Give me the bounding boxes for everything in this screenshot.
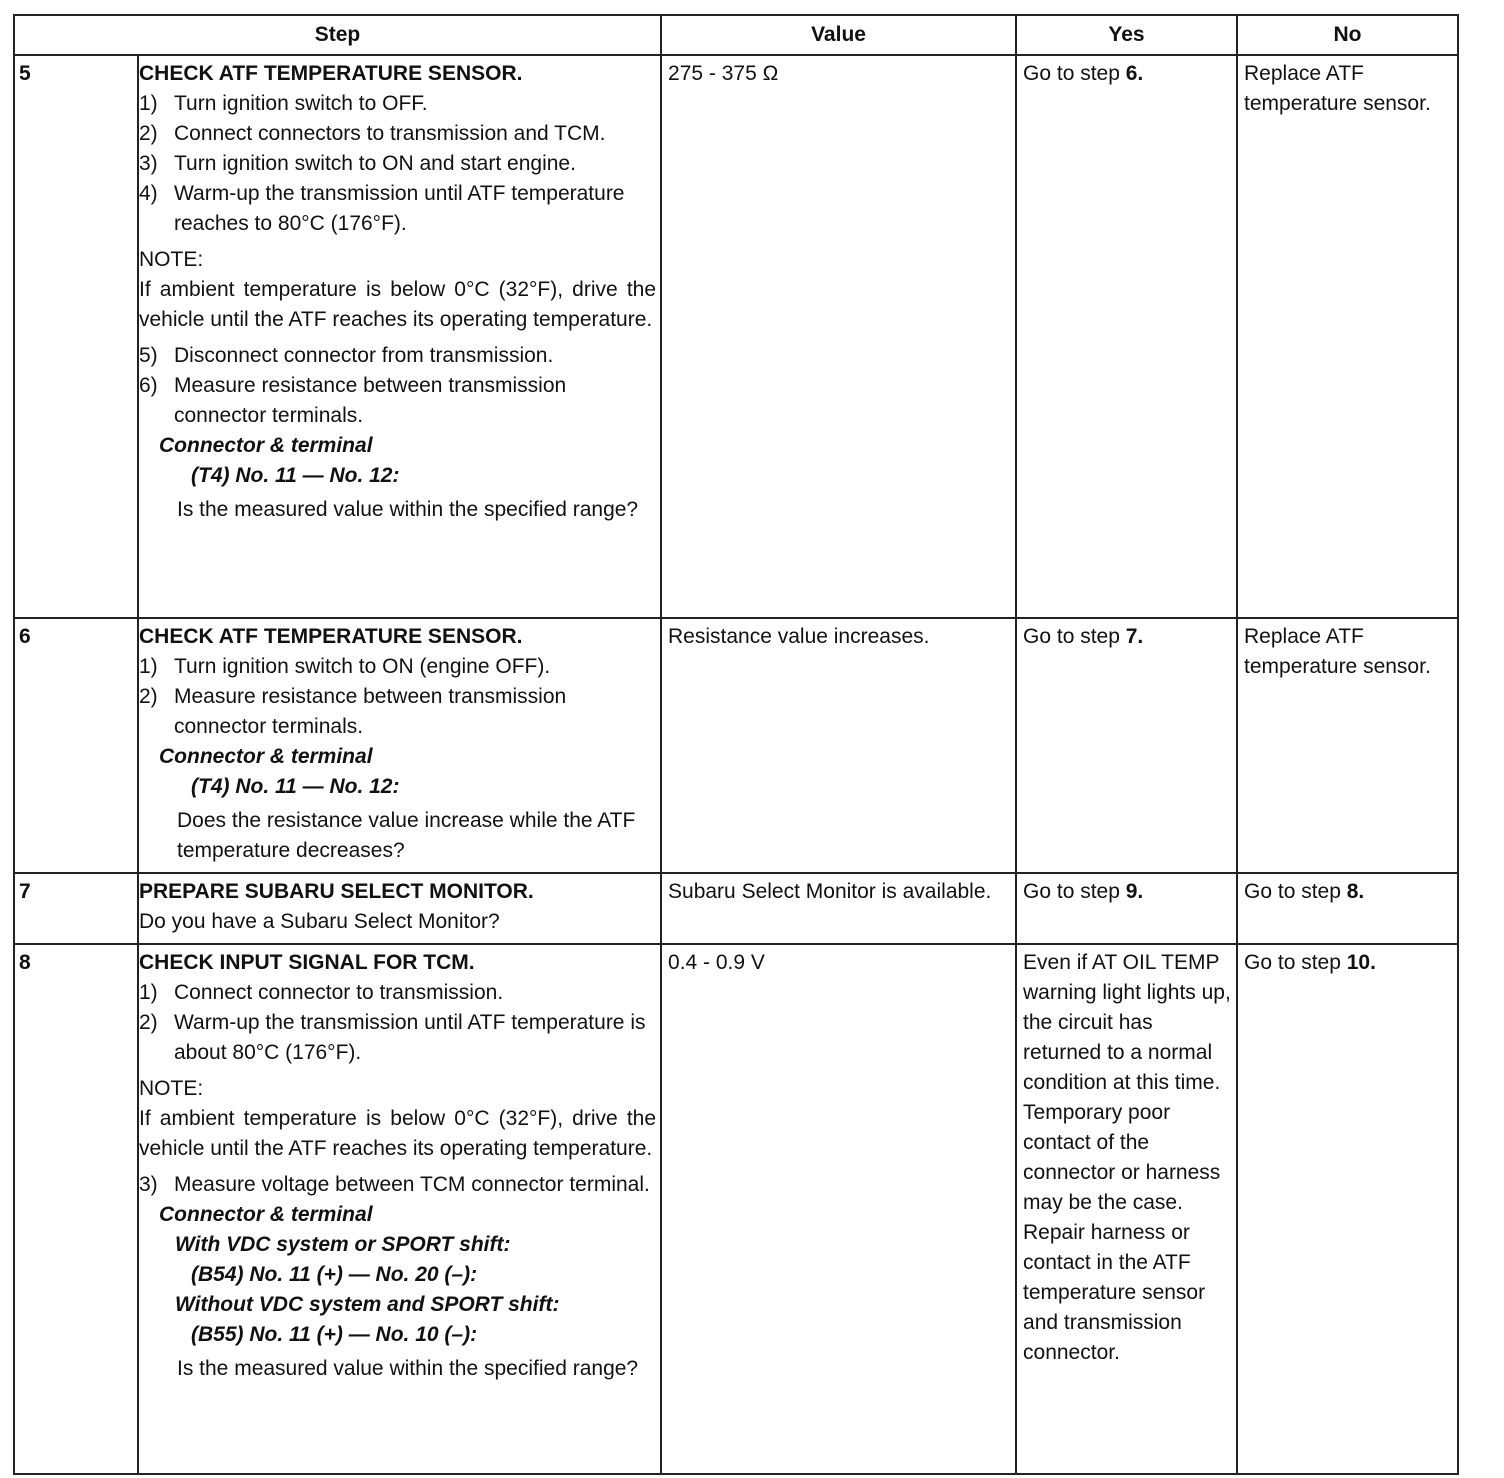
list-item: 3) Turn ignition switch to ON and start engine. — [139, 152, 576, 175]
step-content — [138, 618, 661, 873]
procedure-list — [139, 652, 656, 742]
value-cell: Subaru Select Monitor is available. — [661, 873, 1016, 944]
header-no: No — [1237, 15, 1458, 55]
list-item: 1) Turn ignition switch to ON (engine OFF). — [139, 655, 551, 678]
list-item: 5) Disconnect connector from transmission. — [139, 344, 554, 367]
step-content — [138, 873, 661, 944]
check-question: Is the measured value within the specified range? — [177, 498, 639, 521]
list-item: 2) Measure resistance between transmission connector terminals. — [139, 685, 567, 738]
list-item: 2) Connect connectors to transmission and TCM. — [139, 122, 606, 145]
check-question: Is the measured value within the specified range? — [177, 1357, 639, 1380]
header-step: Step — [14, 15, 661, 55]
table-row — [14, 618, 1458, 873]
yes-cell: Go to step 6. — [1016, 55, 1237, 618]
step-number: 8 — [14, 944, 138, 1474]
header-yes: Yes — [1016, 15, 1237, 55]
connector-terminal: (B54) No. 11 (+) — No. 20 (–): — [191, 1263, 478, 1286]
troubleshooting-table — [13, 14, 1459, 1475]
procedure-list — [139, 978, 656, 1068]
note-text: If ambient temperature is below 0°C (32°F), drive the vehicle until the ATF reaches its operating temperature. — [139, 1107, 657, 1160]
note — [139, 245, 656, 335]
note-label: NOTE: — [139, 1077, 204, 1100]
connector-heading: Connector & terminal — [159, 745, 373, 768]
connector-heading: Connector & terminal — [159, 434, 373, 457]
step-title: PREPARE SUBARU SELECT MONITOR. — [139, 880, 534, 903]
connector-heading: Connector & terminal — [159, 1203, 373, 1226]
no-step-ref: 8. — [1346, 880, 1365, 903]
connector-condition: With VDC system or SPORT shift: — [175, 1233, 511, 1256]
no-step-ref: 10. — [1346, 951, 1376, 974]
list-item: 1) Connect connector to transmission. — [139, 981, 504, 1004]
note-label: NOTE: — [139, 248, 204, 271]
yes-cell: Even if AT OIL TEMP warning light lights up, the circuit has returned to a normal condition at this time. Temporary poor contact of the connector or harness may be the case. Repair harness or contact in the ATF temperature sensor and transmission connector. — [1016, 944, 1237, 1474]
yes-step-ref: 7. — [1125, 625, 1144, 648]
step-number: 7 — [14, 873, 138, 944]
list-item: 4) Warm-up the transmission until ATF temperature reaches to 80°C (176°F). — [139, 182, 625, 235]
header-value: Value — [661, 15, 1016, 55]
no-cell: Replace ATF temperature sensor. — [1237, 618, 1458, 873]
step-number: 5 — [14, 55, 138, 618]
step-text: Do you have a Subaru Select Monitor? — [139, 910, 500, 933]
list-item: 2) Warm-up the transmission until ATF temperature is about 80°C (176°F). — [139, 1011, 646, 1064]
procedure-list — [139, 1170, 656, 1200]
list-item: 6) Measure resistance between transmission connector terminals. — [139, 374, 567, 427]
procedure-list — [139, 89, 656, 239]
yes-cell: Go to step 9. — [1016, 873, 1237, 944]
table-row — [14, 944, 1458, 1474]
step-title: CHECK ATF TEMPERATURE SENSOR. — [139, 62, 523, 85]
step-content — [138, 55, 661, 618]
note — [139, 1074, 656, 1164]
check-question: Does the resistance value increase while the ATF temperature decreases? — [177, 809, 636, 862]
step-title: CHECK ATF TEMPERATURE SENSOR. — [139, 625, 523, 648]
table-row — [14, 55, 1458, 618]
no-cell: Go to step 8. — [1237, 873, 1458, 944]
connector-terminal: (T4) No. 11 — No. 12: — [191, 775, 400, 798]
connector-terminal: (B55) No. 11 (+) — No. 10 (–): — [191, 1323, 478, 1346]
yes-step-ref: 6. — [1125, 62, 1144, 85]
no-cell: Go to step 10. — [1237, 944, 1458, 1474]
list-item: 3) Measure voltage between TCM connector terminal. — [139, 1173, 650, 1196]
connector-terminal: (T4) No. 11 — No. 12: — [191, 464, 400, 487]
list-item: 1) Turn ignition switch to OFF. — [139, 92, 428, 115]
yes-cell: Go to step 7. — [1016, 618, 1237, 873]
connector-condition: Without VDC system and SPORT shift: — [175, 1293, 560, 1316]
procedure-list — [139, 341, 656, 431]
no-cell: Replace ATF temperature sensor. — [1237, 55, 1458, 618]
step-number: 6 — [14, 618, 138, 873]
step-content — [138, 944, 661, 1474]
value-cell: Resistance value increases. — [661, 618, 1016, 873]
yes-step-ref: 9. — [1125, 880, 1144, 903]
header-row — [14, 15, 1458, 55]
value-cell: 275 - 375 Ω — [661, 55, 1016, 618]
note-text: If ambient temperature is below 0°C (32°F), drive the vehicle until the ATF reaches its operating temperature. — [139, 278, 657, 331]
table-row — [14, 873, 1458, 944]
step-title: CHECK INPUT SIGNAL FOR TCM. — [139, 951, 475, 974]
value-cell: 0.4 - 0.9 V — [661, 944, 1016, 1474]
